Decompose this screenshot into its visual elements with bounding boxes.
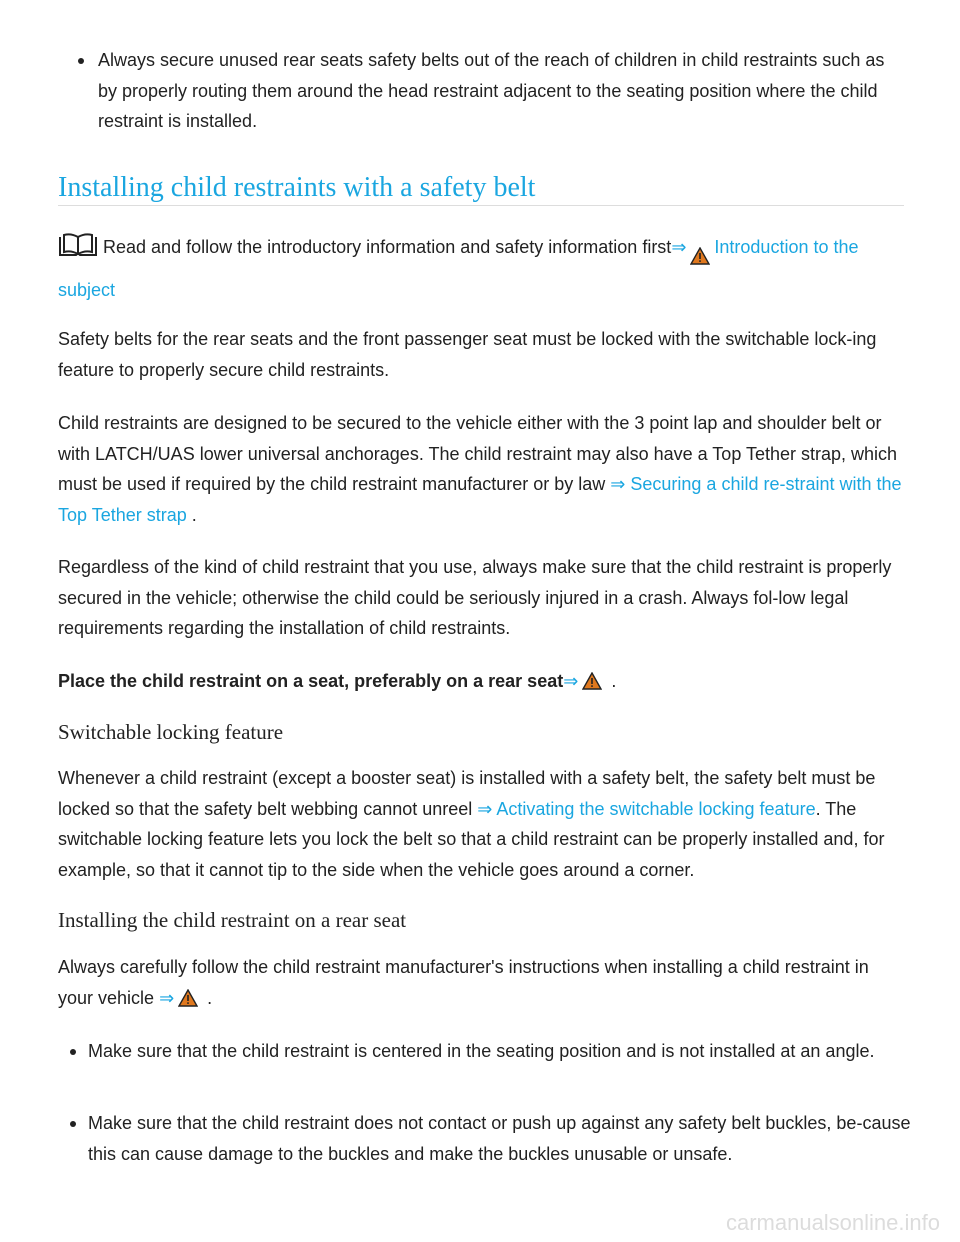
intro-text: Read and follow the introductory information and safety information first — [103, 237, 672, 257]
bullet-dot — [70, 1121, 76, 1127]
paragraph-end: . — [207, 987, 213, 1008]
intro-note — [58, 232, 904, 305]
bold-end: . — [611, 671, 617, 691]
warning-icon — [582, 669, 602, 700]
bullet-text: Make sure that the child restraint does not contact or push up against any safety belt buckles, be-cause this can cause damage to the buckles and make the buckles unusable or unsafe. — [88, 1113, 911, 1164]
paragraph-text: Always carefully follow the child restraint manufacturer's instructions when installing a child restraint in your vehicle — [58, 957, 869, 1008]
warning-icon — [178, 986, 198, 1017]
intro-arrow: ⇒ — [671, 237, 687, 257]
paragraph-regardless: Regardless of the kind of child restraint that you use, always make sure that the child restraint is properly secured in the vehicle; otherwise the child could be seriously injured in a crash. Always fol-low legal requirements regarding the installation of child restraints. — [58, 557, 892, 638]
top-tether-link[interactable]: ⇒ Securing a child re-straint with the Top Tether strap — [58, 474, 902, 525]
paragraph-end: . — [191, 504, 197, 525]
intro-link[interactable]: Introduction to the subject — [58, 237, 859, 300]
watermark: carmanualsonline.info — [725, 1210, 940, 1235]
switchable-locking-link[interactable]: ⇒ Activating the switchable locking feature — [477, 798, 816, 819]
section-title: Installing child restraints with a safety belt — [58, 172, 536, 203]
bold-arrow: ⇒ — [563, 671, 579, 691]
book-icon — [58, 233, 98, 267]
subheading-locking: Switchable locking feature — [58, 720, 284, 744]
paragraph-locking — [58, 763, 904, 885]
subheading-rear-seat: Installing the child restraint on a rear seat — [58, 908, 407, 932]
list-item — [58, 45, 904, 137]
paragraph-latch — [58, 408, 904, 530]
rear-seat-arrow: ⇒ — [159, 987, 175, 1008]
title-divider — [58, 205, 904, 206]
paragraph-belts: Safety belts for the rear seats and the front passenger seat must be locked with the switchable lock-ing feature to properly secure child restraints. — [58, 329, 877, 380]
list-item — [58, 1108, 934, 1169]
bold-instruction — [58, 666, 904, 700]
paragraph-text: Child restraints are designed to be secured to the vehicle either with the 3 point lap and shoulder belt or with LATCH/UAS lower universal anchorages. The child restraint may also have a Top Tether strap, which must be used if required by the child restraint manufacturer or by law — [58, 413, 898, 494]
bold-text: Place the child restraint on a seat, preferably on a rear seat — [58, 671, 564, 691]
bullet-dot — [70, 1049, 76, 1055]
paragraph-text: Whenever a child restraint (except a booster seat) is installed with a safety belt, the safety belt must be locked so that the safety belt webbing cannot unreel — [58, 768, 876, 819]
bullet-text: Always secure unused rear seats safety belts out of the reach of children in child restraints such as by properly routing them around the head restraint adjacent to the seating position where the child restraint is installed. — [98, 50, 885, 131]
list-item — [58, 1036, 934, 1067]
bullet-dot — [78, 58, 84, 64]
paragraph-after: . The switchable locking feature lets you lock the belt so that a child restraint can be properly installed and, for example, so that it cannot tip to the side when the vehicle goes around a corner. — [58, 798, 885, 880]
paragraph-rear-seat — [58, 952, 904, 1016]
warning-icon — [690, 244, 710, 275]
bullet-text: Make sure that the child restraint is centered in the seating position and is not installed at an angle. — [88, 1041, 875, 1061]
